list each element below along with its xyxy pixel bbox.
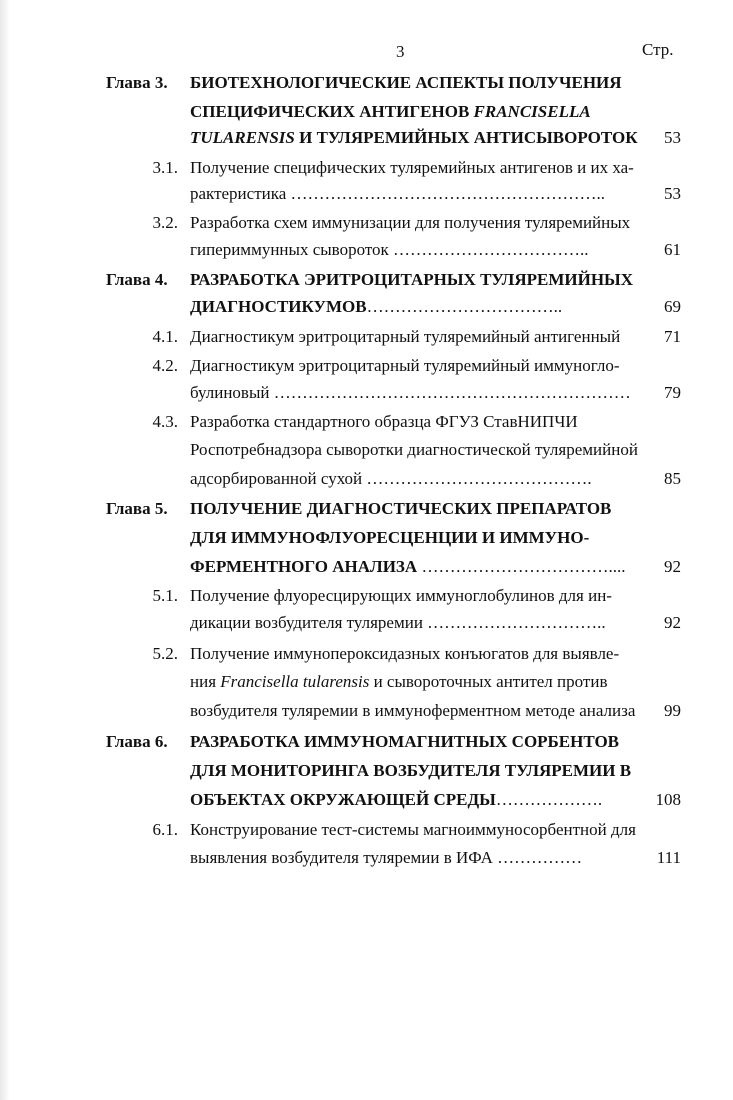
pages-column-label: Стр. (642, 40, 674, 59)
section-label: 4.3. (152, 412, 178, 431)
page-ref: 92 (664, 557, 681, 576)
section-label: 3.2. (152, 213, 178, 232)
section-title-line: Разработка схем иммунизации для получения туляремийных (190, 213, 631, 232)
section-title-line: ния Francisella tularensis и сывороточных антител против (190, 672, 608, 691)
section-title-line: Роспотребнадзора сыворотки диагностической туляремийной (190, 440, 638, 459)
section-title-line: Получение иммунопероксидазных конъюгатов для выявле- (190, 644, 620, 663)
page-ref: 111 (656, 848, 681, 867)
chapter-title-line: ОБЪЕКТАХ ОКРУЖАЮЩЕЙ СРЕДЫ………………. (190, 790, 603, 809)
section-title-line: гипериммунных сывороток …………………………….. (190, 240, 589, 259)
chapter-title-line: ДИАГНОСТИКУМОВ…………………………….. (190, 297, 563, 316)
chapter-label: Глава 6. (106, 732, 168, 751)
chapter-title-line: ДЛЯ ИММУНОФЛУОРЕСЦЕНЦИИ И ИММУНО- (190, 528, 590, 547)
page-ref: 92 (664, 613, 681, 632)
page-ref: 99 (664, 701, 681, 720)
organism-name: FRANCISELLA (473, 102, 591, 121)
scan-edge-shadow (0, 0, 10, 1100)
section-label: 3.1. (152, 158, 178, 177)
section-label: 4.2. (152, 356, 178, 375)
section-label: 6.1. (152, 820, 178, 839)
page-ref: 53 (664, 184, 681, 203)
chapter-label: Глава 3. (106, 73, 168, 92)
section-label: 5.2. (152, 644, 178, 663)
section-title-line: Диагностикум эритроцитарный туляремийный иммуноглo- (190, 356, 620, 375)
page-ref: 71 (664, 327, 681, 346)
chapter-label: Глава 4. (106, 270, 168, 289)
page-ref: 85 (664, 469, 681, 488)
chapter-label: Глава 5. (106, 499, 168, 518)
organism-name: TULARENSIS (190, 128, 295, 147)
page-ref: 108 (655, 790, 681, 809)
section-title-line: рактеристика ……………………………………………….. (190, 184, 606, 203)
chapter-title-line: РАЗРАБОТКА ИММУНОМАГНИТНЫХ СОРБЕНТОВ (190, 732, 620, 751)
section-title-line: Получение флуоресцирующих иммуноглобулинов для ин- (190, 586, 612, 605)
chapter-title-line: ДЛЯ МОНИТОРИНГА ВОЗБУДИТЕЛЯ ТУЛЯРЕМИИ В (190, 761, 632, 780)
page-ref: 61 (664, 240, 681, 259)
section-title-line: Диагностикум эритроцитарный туляремийный антигенный (190, 327, 621, 346)
section-title-line: Конструирование тест-системы магноиммуносорбентной для (190, 820, 636, 839)
chapter-title-line: ФЕРМЕНТНОГО АНАЛИЗА …………………………….... (190, 557, 626, 576)
section-title-line: возбудителя туляремии в иммуноферментном методе анализа (190, 701, 636, 720)
page-ref: 53 (664, 128, 681, 147)
chapter-title-line: TULARENSIS И ТУЛЯРЕМИЙНЫХ АНТИСЫВОРОТОК (190, 128, 638, 147)
section-title-line: дикации возбудителя туляремии ………………………….. (190, 613, 606, 632)
chapter-title-line: ПОЛУЧЕНИЕ ДИАГНОСТИЧЕСКИХ ПРЕПАРАТОВ (190, 499, 612, 518)
chapter-title-line: СПЕЦИФИЧЕСКИХ АНТИГЕНОВ FRANCISELLA (190, 102, 591, 121)
section-label: 5.1. (152, 586, 178, 605)
chapter-title-line: РАЗРАБОТКА ЭРИТРОЦИТАРНЫХ ТУЛЯРЕМИЙНЫХ (190, 270, 634, 289)
page-number: 3 (396, 42, 405, 61)
page-ref: 79 (664, 383, 681, 402)
section-title-line: выявления возбудителя туляремии в ИФА …………… (190, 848, 583, 867)
section-title-line: Разработка стандартного образца ФГУЗ СтавНИПЧИ (190, 412, 578, 431)
section-title-line: булиновый ……………………………………………………… (190, 383, 631, 402)
organism-name: Francisella tularensis (220, 672, 370, 691)
section-title-line: Получение специфических туляремийных антигенов и их ха- (190, 158, 634, 177)
page-ref: 69 (664, 297, 681, 316)
section-title-line: адсорбированной сухой …………………………………. (190, 469, 592, 488)
section-label: 4.1. (152, 327, 178, 346)
chapter-title-line: БИОТЕХНОЛОГИЧЕСКИЕ АСПЕКТЫ ПОЛУЧЕНИЯ (190, 73, 622, 92)
